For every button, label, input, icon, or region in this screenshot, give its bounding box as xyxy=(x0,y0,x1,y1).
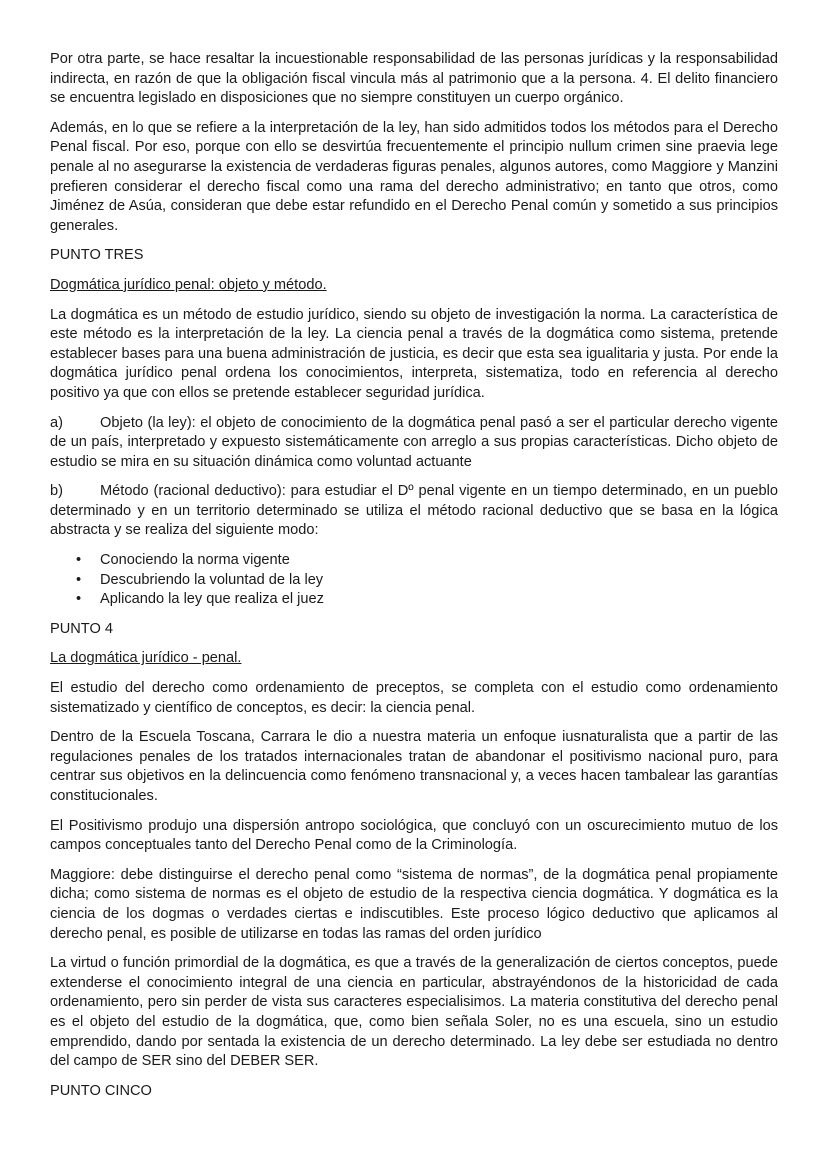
paragraph: El Positivismo produjo una dispersión antropo sociológica, que concluyó con un oscurecimiento mutuo de los campos conceptuales tanto del Derecho Penal como de la Criminología. xyxy=(50,817,778,854)
paragraph: La virtud o función primordial de la dogmática, es que a través de la generalización de ciertos conceptos, puede extenderse el conocimiento integral de una ciencia en particular, abstrayéndonos de la historicidad de cada ordenamiento, pero sin perder de vista sus caracteres especialisimos. La materia constitutiva del derecho penal es el objeto del estudio de la dogmática, que, como bien señala Soler, no es una escuela, sino un estudio emprendido, dando por sentada la existencia de un derecho determinado. La ley debe ser estudiada no dentro del campo de SER sino del DEBER SER. xyxy=(50,955,778,1070)
bullet-item: • Aplicando la ley que realiza el juez xyxy=(50,590,778,610)
paragraph: Maggiore: debe distinguirse el derecho penal como “sistema de normas”, de la dogmática penal propiamente dicha; como sistema de normas es el objeto de estudio de la respectiva ciencia dogmática. Y dogmática es la ciencia de los dogmas o verdades ciertas e indiscutibles. Este proceso lógico deductivo que aplicamos al derecho penal, es posible de utilizarse en todas las ramas del orden jurídico xyxy=(50,866,778,942)
bullet-item: • Descubriendo la voluntad de la ley xyxy=(50,571,778,591)
section-heading: PUNTO TRES xyxy=(50,247,144,264)
section-heading: PUNTO CINCO xyxy=(50,1082,152,1099)
item-marker: b) xyxy=(50,483,63,500)
section-subtitle: Dogmática jurídico penal: objeto y método. xyxy=(50,276,327,293)
section-subtitle: La dogmática jurídico - penal. xyxy=(50,650,242,667)
section-heading: PUNTO 4 xyxy=(50,620,113,637)
bullet-list xyxy=(50,551,778,610)
list-item-a xyxy=(50,414,778,473)
item-marker: a) xyxy=(50,414,63,431)
paragraph: Por otra parte, se hace resaltar la incuestionable responsabilidad de las personas jurídicas y la responsabilidad indirecta, en razón de que la obligación fiscal vincula más al patrimonio que a la persona. 4. El delito financiero se encuentra legislado en disposiciones que no siempre constituyen un cuerpo orgánico. xyxy=(50,51,778,107)
item-text: Método (racional deductivo): para estudiar el Dº penal vigente en un tiempo determinado, en un pueblo determinado y en un territorio determinado se utiliza el método racional deductivo que se basa en la lógica abstracta y se realiza del siguiente modo: xyxy=(50,483,778,539)
list-item-b xyxy=(50,482,778,541)
paragraph: Además, en lo que se refiere a la interpretación de la ley, han sido admitidos todos los métodos para el Derecho Penal fiscal. Por eso, porque con ello se desvirtúa frecuentemente el principio nullum crimen sine praevia lege penale al no asegurarse la existencia de verdaderas figuras penales, algunos autores, como Maggiore y Manzini prefieren considerar el derecho fiscal como una rama del derecho administrativo; en tanto que otros, como Jiménez de Asúa, consideran que debe estar refundido en el Derecho Penal común y sometido a sus principios generales. xyxy=(50,119,778,234)
paragraph: La dogmática es un método de estudio jurídico, siendo su objeto de investigación la norma. La característica de este método es la interpretación de la ley. La ciencia penal a través de la dogmática como sistema, pretende establecer bases para una buena administración de justicia, es decir que esta sea igualitaria y justa. Por ende la dogmática jurídico penal ordena los conocimientos, interpreta, sistematiza, todo en referencia al derecho positivo ya que con ellos se pretende establecer seguridad jurídica. xyxy=(50,306,778,401)
item-text: Objeto (la ley): el objeto de conocimiento de la dogmática penal pasó a ser el particular derecho vigente de un país, interpretado y expuesto sistemáticamente con arreglo a sus propias características. Dicho objeto de estudio se mira en su situación dinámica como voluntad actuante xyxy=(50,414,778,470)
bullet-item: • Conociendo la norma vigente xyxy=(50,551,778,571)
paragraph: El estudio del derecho como ordenamiento de preceptos, se completa con el estudio como ordenamiento sistematizado y científico de conceptos, es decir: la ciencia penal. xyxy=(50,680,778,716)
paragraph: Dentro de la Escuela Toscana, Carrara le dio a nuestra materia un enfoque iusnaturalista que a partir de las regulaciones penales de los tratados internacionales tratan de abandonar el positivismo nacional puro, para centrar sus objetivos en la delincuencia como fenómeno transnacional y, a veces hacen tambalear las garantías constitucionales. xyxy=(50,729,778,804)
